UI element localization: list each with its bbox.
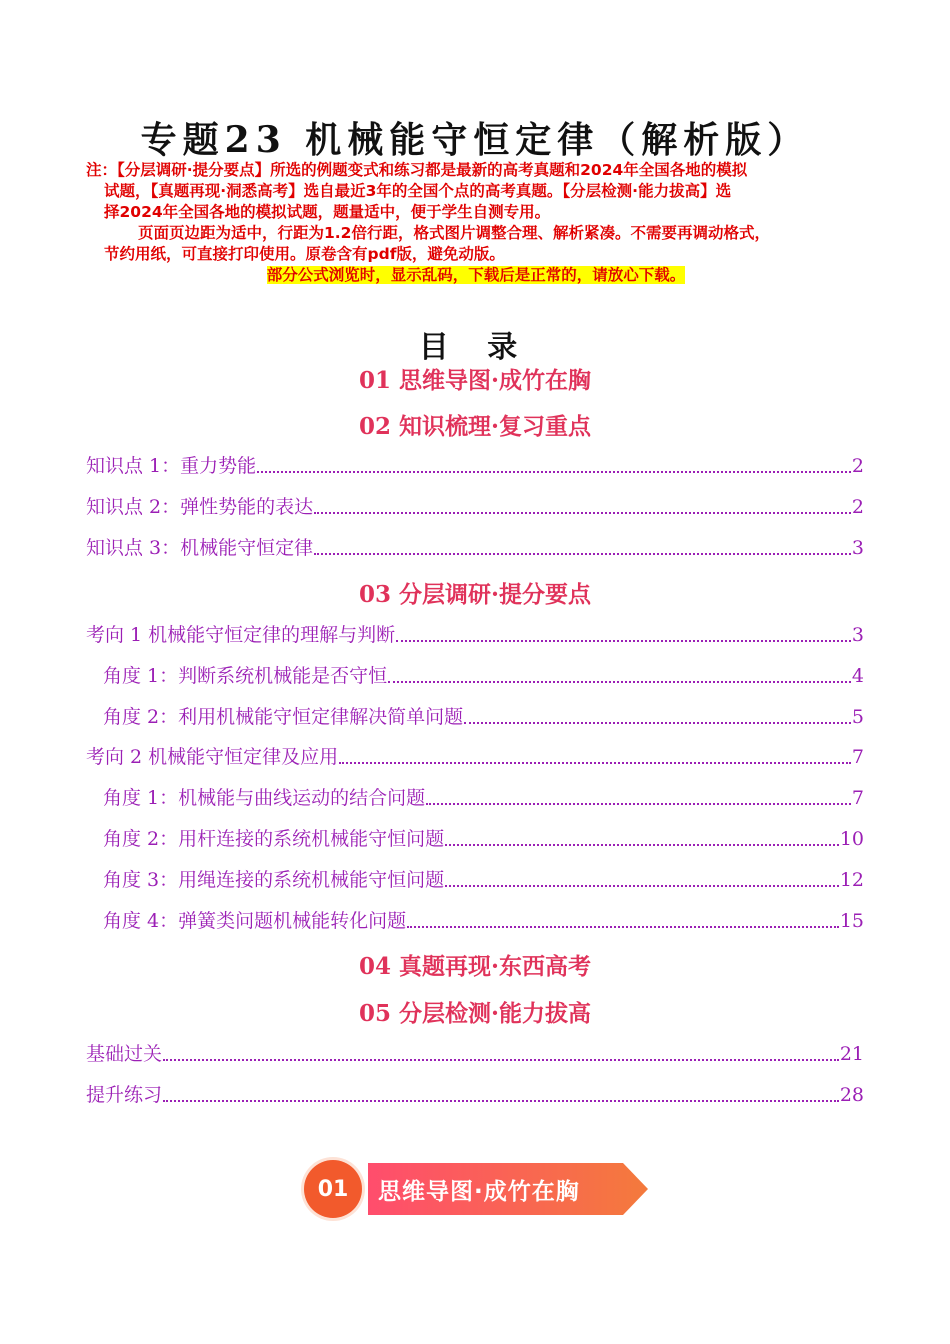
toc-entry-page: 2 <box>851 496 864 518</box>
banner-number-badge: 01 <box>304 1160 362 1218</box>
toc-entry[interactable] <box>86 1083 864 1107</box>
toc-entry[interactable] <box>86 495 864 519</box>
leader-dots <box>407 926 839 928</box>
leader-dots <box>339 762 851 764</box>
page-title: 专题23 机械能守恒定律（解析版） <box>140 119 810 161</box>
toc-entry-page: 2 <box>851 455 864 477</box>
leader-dots <box>314 512 851 514</box>
toc-entry-page: 3 <box>851 624 864 646</box>
toc-entry[interactable] <box>86 1042 864 1066</box>
toc-entry[interactable] <box>103 786 864 810</box>
toc-entry[interactable] <box>86 454 864 478</box>
note-line: 注：【分层调研·提分要点】所选的例题变式和练习都是最新的高考真题和2024年全国各地的模拟 <box>86 161 748 179</box>
leader-dots <box>257 471 851 473</box>
toc-entry-label: 角度 2：用杆连接的系统机械能守恒问题 <box>103 828 445 850</box>
leader-dots <box>396 640 851 642</box>
toc-entry-page: 7 <box>851 787 864 809</box>
toc-entry-page: 3 <box>851 537 864 559</box>
toc-entry-label: 考向 2 机械能守恒定律及应用 <box>86 746 339 768</box>
toc-entry[interactable] <box>86 623 864 647</box>
section-banner <box>304 1158 650 1218</box>
leader-dots <box>314 553 851 555</box>
toc-entry-label: 角度 1：机械能与曲线运动的结合问题 <box>103 787 426 809</box>
toc-entry-label: 知识点 2：弹性势能的表达 <box>86 496 314 518</box>
toc-section-03[interactable]: 03 分层调研·提分要点 <box>358 581 592 608</box>
leader-dots <box>388 681 851 683</box>
toc-entry-label: 基础过关 <box>86 1043 163 1065</box>
toc-entry-label: 知识点 1：重力势能 <box>86 455 257 477</box>
toc-section-04[interactable]: 04 真题再现·东西高考 <box>358 953 592 980</box>
toc-entry-page: 28 <box>839 1084 864 1106</box>
banner-arrow <box>368 1163 648 1215</box>
toc-entry-label: 知识点 3：机械能守恒定律 <box>86 537 314 559</box>
note-line: 试题，【真题再现·洞悉高考】选自最近3年的全国个点的高考真题。【分层检测·能力拔高】选 <box>104 182 732 200</box>
toc-entry-page: 15 <box>839 910 864 932</box>
toc-section-05[interactable]: 05 分层检测·能力拔高 <box>358 1000 592 1027</box>
download-notes <box>86 160 866 286</box>
highlight-note-text: 部分公式浏览时，显示乱码，下载后是正常的，请放心下载。 <box>266 266 686 284</box>
toc-entry-page: 7 <box>851 746 864 768</box>
toc-entry-page: 10 <box>839 828 864 850</box>
toc-entry[interactable] <box>103 868 864 892</box>
toc-entry[interactable] <box>103 664 864 688</box>
leader-dots <box>445 844 839 846</box>
leader-dots <box>445 885 839 887</box>
highlight-note <box>86 265 866 286</box>
banner-title: 思维导图·成竹在胸 <box>378 1178 580 1205</box>
toc-section-01[interactable]: 01 思维导图·成竹在胸 <box>358 367 592 394</box>
toc-entry-label: 角度 3：用绳连接的系统机械能守恒问题 <box>103 869 445 891</box>
leader-dots <box>464 722 851 724</box>
toc-entry[interactable] <box>103 827 864 851</box>
note-line: 页面页边距为适中，行距为1.2倍行距，格式图片调整合理、解析紧凑。不需要再调动格式， <box>138 224 770 242</box>
toc-entry-page: 4 <box>851 665 864 687</box>
toc-entry[interactable] <box>103 909 864 933</box>
toc-entry-label: 角度 4：弹簧类问题机械能转化问题 <box>103 910 407 932</box>
toc-entry-page: 12 <box>839 869 864 891</box>
leader-dots <box>163 1100 839 1102</box>
note-line: 节约用纸，可直接打印使用。原卷含有pdf版，避免动版。 <box>104 245 505 263</box>
toc-entry-page: 5 <box>851 706 864 728</box>
toc-section-02[interactable]: 02 知识梳理·复习重点 <box>358 413 592 440</box>
toc-entry-label: 角度 1：判断系统机械能是否守恒 <box>103 665 388 687</box>
toc-entry-label: 提升练习 <box>86 1084 163 1106</box>
leader-dots <box>426 803 851 805</box>
leader-dots <box>163 1059 839 1061</box>
toc-entry-page: 21 <box>839 1043 864 1065</box>
toc-entry[interactable] <box>86 745 864 769</box>
toc-entry[interactable] <box>103 705 864 729</box>
toc-entry-label: 角度 2：利用机械能守恒定律解决简单问题 <box>103 706 464 728</box>
toc-entry-label: 考向 1 机械能守恒定律的理解与判断 <box>86 624 396 646</box>
toc-title: 目 录 <box>418 330 532 365</box>
toc-entry[interactable] <box>86 536 864 560</box>
note-line: 择2024年全国各地的模拟试题，题量适中，便于学生自测专用。 <box>104 203 551 221</box>
